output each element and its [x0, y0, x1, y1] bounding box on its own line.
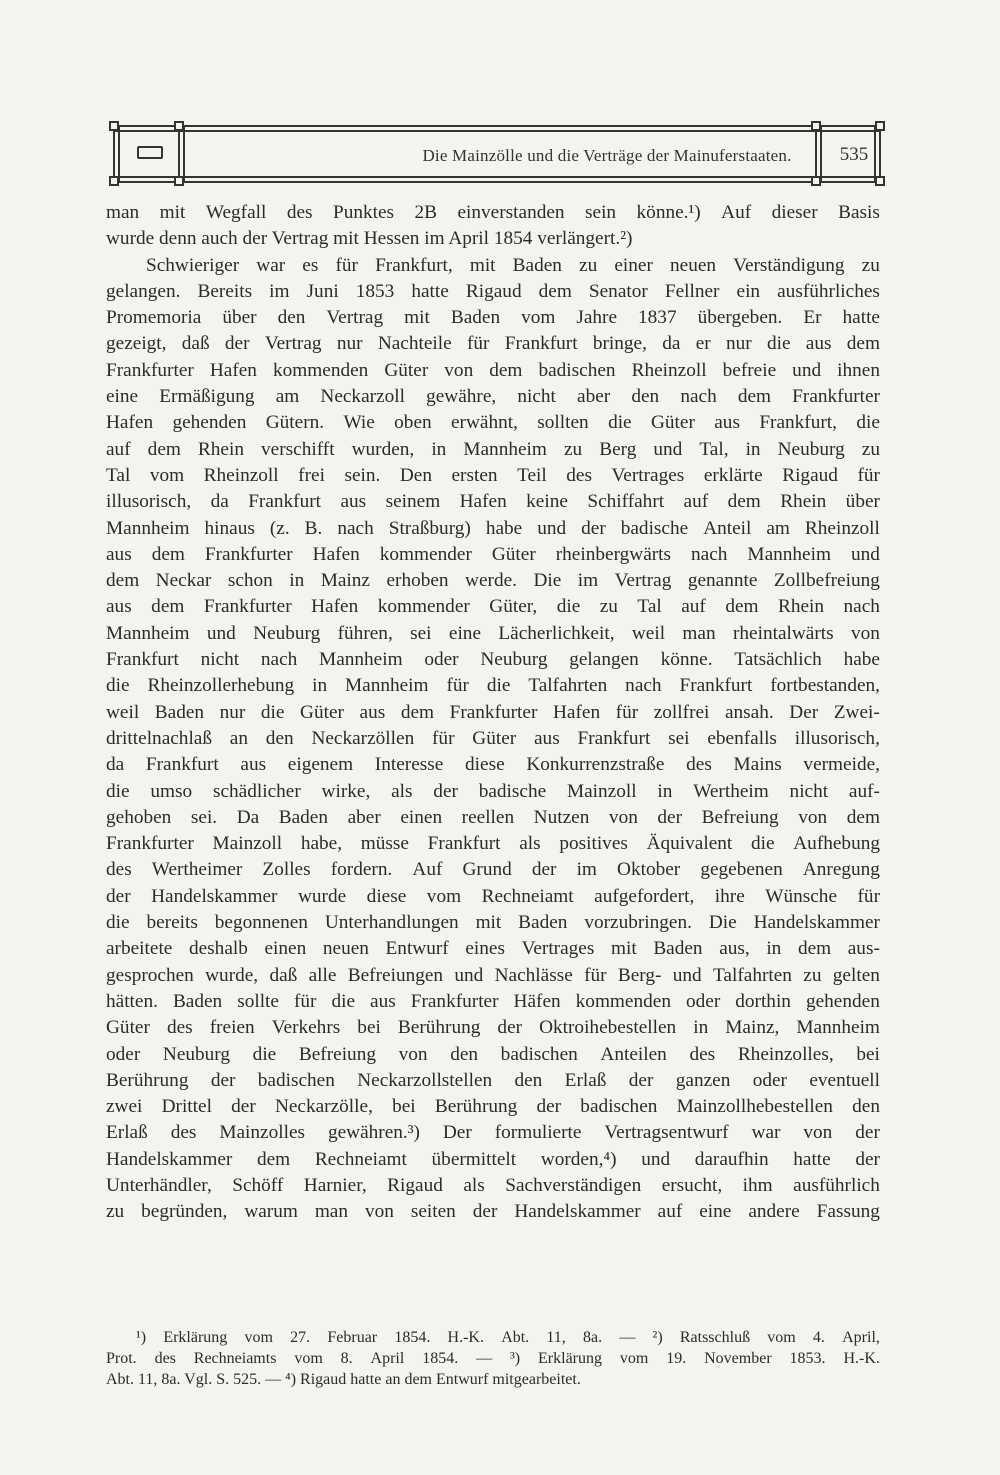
text-line: Erlaß des Mainzolles gewähren.³) Der formulierte Vertragsentwurf war von der	[106, 1122, 880, 1144]
text-line: gelangen. Bereits im Juni 1853 hatte Rigaud dem Senator Fellner ein ausführliches	[106, 280, 880, 302]
text-line: des Wertheimer Zolles fordern. Auf Grund der im Oktober gegebenen Anregung	[106, 859, 880, 881]
text-line: oder Neuburg die Befreiung von den badischen Anteilen des Rheinzolles, bei	[106, 1043, 880, 1065]
running-title: Die Mainzölle und die Verträge der Mainuferstaaten.	[422, 146, 792, 165]
text-line: der Handelskammer wurde diese vom Rechneiamt aufgefordert, ihre Wünsche für	[106, 885, 880, 907]
text-line: weil Baden nur die Güter aus dem Frankfurter Hafen für zollfrei ansah. Der Zwei-	[106, 701, 880, 723]
text-line: Schwieriger war es für Frankfurt, mit Baden zu einer neuen Verständigung zu	[146, 254, 880, 276]
text-line: man mit Wegfall des Punktes 2B einverstanden sein könne.¹) Auf dieser Basis	[106, 202, 880, 223]
text-line: die umso schädlicher wirke, als der badische Mainzoll in Wertheim nicht auf-	[106, 780, 880, 802]
text-line: Berührung der badischen Neckarzollstellen den Erlaß der ganzen oder eventuell	[106, 1069, 880, 1091]
text-line: da Frankfurt aus eigenem Interesse diese Konkurrenzstraße des Mains vermeide,	[106, 754, 880, 776]
footnote-line: ¹) Erklärung vom 27. Februar 1854. H.-K. Abt. 11, 8a. — ²) Ratsschluß vom 4. April,	[136, 1329, 880, 1346]
text-line: auf dem Rhein verschifft wurden, in Mannheim zu Berg und Tal, in Neuburg zu	[106, 438, 880, 460]
text-line: Tal vom Rheinzoll frei sein. Den ersten Teil des Vertrages erklärte Rigaud für	[106, 464, 880, 486]
footnote-line: Abt. 11, 8a. Vgl. S. 525. — ⁴) Rigaud hatte an dem Entwurf mitgearbeitet.	[106, 1371, 581, 1388]
text-line: Unterhändler, Schöff Harnier, Rigaud als Sachverständigen ersucht, ihm ausführlich	[106, 1174, 880, 1196]
text-line: die bereits begonnenen Unterhandlungen mit Baden vorzubringen. Die Handelskammer	[106, 912, 880, 934]
text-line: Mannheim und Neuburg führen, sei eine Lächerlichkeit, weil man rheintalwärts von	[106, 622, 880, 644]
text-line: drittelnachlaß an den Neckarzöllen für Güter aus Frankfurt sei ebenfalls illusorisch,	[106, 727, 880, 749]
text-line: aus dem Frankfurter Hafen kommender Güter, die zu Tal auf dem Rhein nach	[106, 596, 880, 618]
text-line: Güter des freien Verkehrs bei Berührung der Oktroihebestellen in Mainz, Mannheim	[106, 1017, 880, 1039]
text-line: hätten. Baden sollte für die aus Frankfurter Häfen kommenden oder dorthin gehenden	[106, 990, 880, 1012]
footnotes	[106, 1327, 880, 1390]
text-line: Mannheim hinaus (z. B. nach Straßburg) habe und der badische Anteil am Rheinzoll	[106, 517, 880, 539]
text-line: wurde denn auch der Vertrag mit Hessen im April 1854 verlängert.²)	[106, 228, 633, 250]
text-line: Handelskammer dem Rechneiamt übermittelt worden,⁴) und daraufhin hatte der	[106, 1148, 880, 1170]
text-line: aus dem Frankfurter Hafen kommender Güter rheinbergwärts nach Mannheim und	[106, 543, 880, 565]
text-line: gesprochen wurde, daß alle Befreiungen und Nachlässe für Berg- und Talfahrten zu gelten	[106, 964, 880, 986]
text-line: gezeigt, daß der Vertrag nur Nachteile für Frankfurt bringe, da er nur die aus dem	[106, 333, 880, 355]
text-line: dem Neckar schon in Mainz erhoben werde. Die im Vertrag genannte Zollbefreiung	[106, 570, 880, 592]
text-line: illusorisch, da Frankfurt aus seinem Hafen keine Schiffahrt auf dem Rhein über	[106, 491, 880, 513]
text-line: zwei Drittel der Neckarzölle, bei Berührung der badischen Mainzollhebestellen den	[106, 1096, 880, 1118]
text-line: Frankfurt nicht nach Mannheim oder Neuburg gelangen könne. Tatsächlich habe	[106, 649, 880, 671]
text-line: eine Ermäßigung am Neckarzoll gewähre, nicht aber den nach dem Frankfurter	[106, 386, 880, 408]
text-line: gehoben sei. Da Baden aber einen reellen Nutzen von der Befreiung von dem	[106, 806, 880, 828]
footnote-line: Prot. des Rechneiamts vom 8. April 1854. — ³) Erklärung vom 19. November 1853. H.-K.	[106, 1350, 880, 1367]
text-line: zu begründen, warum man von seiten der Handelskammer auf eine andere Fassung	[106, 1201, 880, 1223]
text-line: Frankfurter Mainzoll habe, müsse Frankfurt als positives Äquivalent die Aufhebung	[106, 833, 880, 855]
page-number: 535	[839, 144, 869, 165]
text-line: Frankfurter Hafen kommenden Güter von dem badischen Rheinzoll befreie und ihnen	[106, 359, 880, 381]
text-line: Hafen gehenden Gütern. Wie oben erwähnt, sollten die Güter aus Frankfurt, die	[106, 412, 880, 434]
text-line: arbeitete deshalb einen neuen Entwurf eines Vertrages mit Baden aus, in dem aus-	[106, 938, 880, 960]
running-header	[108, 120, 886, 188]
body-text	[106, 200, 880, 1226]
text-line: die Rheinzollerhebung in Mannheim für die Talfahrten nach Frankfurt fortbestanden,	[106, 675, 880, 697]
text-line: Promemoria über den Vertrag mit Baden vom Jahre 1837 übergeben. Er hatte	[106, 307, 880, 329]
